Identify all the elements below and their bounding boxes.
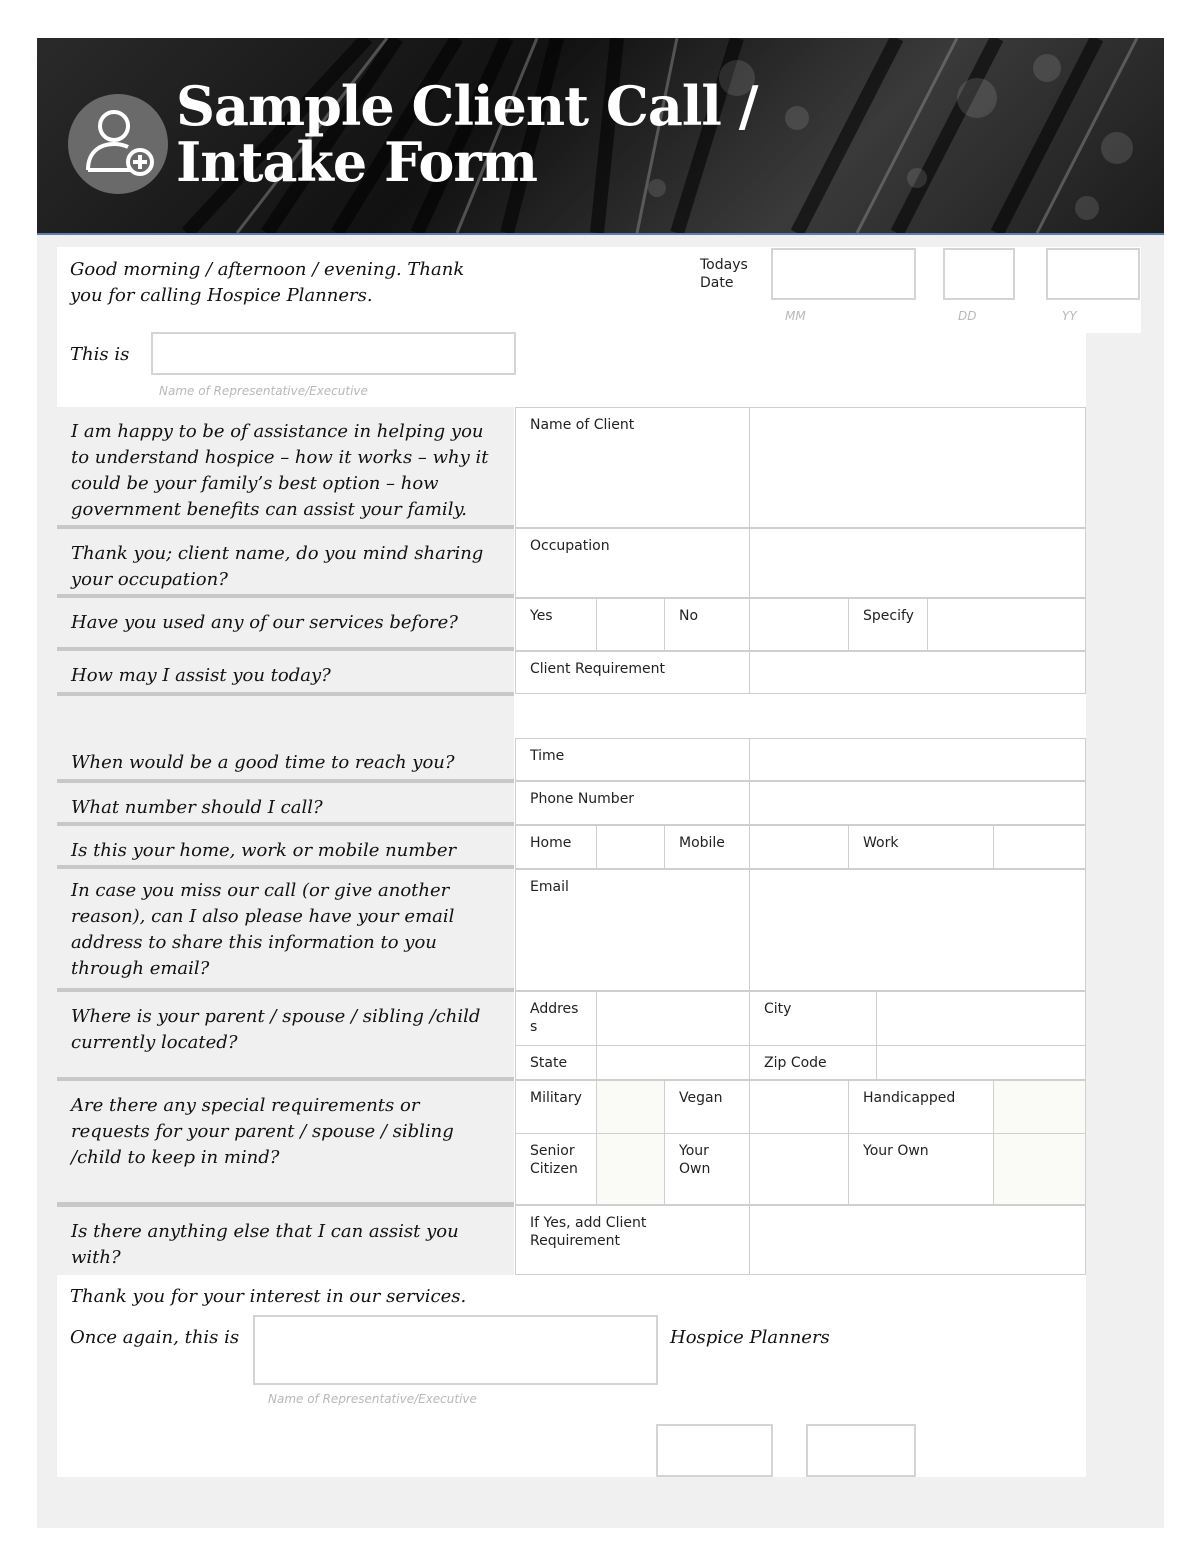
home-field[interactable] [596, 825, 665, 869]
senior-citizen-field[interactable] [596, 1133, 665, 1205]
once-again-label: Once again, this is [70, 1327, 240, 1348]
client-requirement-label: Client Requirement [515, 651, 750, 694]
military-label: Military [515, 1080, 597, 1134]
question-assist: How may I assist you today? [57, 651, 514, 696]
bottom-field-2[interactable] [806, 1424, 916, 1477]
year-hint: YY [1062, 309, 1077, 323]
question-special-requirements: Are there any special requirements or requests for your parent / spouse / sibling /child to keep in mind? [57, 1081, 514, 1207]
page-title [176, 74, 758, 194]
question-number-type: Is this your home, work or mobile number [57, 826, 514, 869]
representative-hint: Name of Representative/Executive [159, 384, 368, 398]
question-occupation: Thank you; client name, do you mind sharing your occupation? [57, 529, 514, 598]
city-label: City [749, 991, 877, 1046]
month-hint: MM [785, 309, 806, 323]
spacer-band [57, 696, 514, 738]
representative-name-input[interactable] [151, 332, 516, 375]
your-own-field-2[interactable] [993, 1133, 1086, 1205]
email-label: Email [515, 869, 750, 991]
no-label: No [664, 598, 750, 651]
state-label: State [515, 1045, 597, 1080]
time-label: Time [515, 738, 750, 781]
todays-date-label: Todays Date [700, 257, 748, 291]
no-field[interactable] [749, 598, 849, 651]
title-line-1: Sample Client Call / [176, 74, 758, 138]
yes-label: Yes [515, 598, 597, 651]
closing-thanks: Thank you for your interest in our services. [70, 1286, 467, 1307]
date-year-input[interactable] [1046, 248, 1140, 300]
question-location: Where is your parent / spouse / sibling /child currently located? [57, 992, 514, 1081]
client-requirement-field[interactable] [749, 651, 1086, 694]
name-of-client-label: Name of Client [515, 407, 750, 528]
closing-representative-input[interactable] [253, 1315, 658, 1385]
add-client-requirement-field[interactable] [749, 1205, 1086, 1275]
question-email: In case you miss our call (or give another reason), can I also please have your email address to share this information to you through email? [57, 869, 514, 992]
date-month-input[interactable] [771, 248, 916, 300]
home-label: Home [515, 825, 597, 869]
work-field[interactable] [993, 825, 1086, 869]
state-field[interactable] [596, 1045, 750, 1080]
zip-code-field[interactable] [876, 1045, 1086, 1080]
specify-field[interactable] [927, 598, 1086, 651]
senior-citizen-label: Senior Citizen [515, 1133, 597, 1205]
day-hint: DD [958, 309, 977, 323]
yes-field[interactable] [596, 598, 665, 651]
closing-representative-hint: Name of Representative/Executive [268, 1392, 477, 1406]
your-own-field-1[interactable] [749, 1133, 849, 1205]
add-client-requirement-label: If Yes, add Client Requirement [515, 1205, 750, 1275]
phone-number-label: Phone Number [515, 781, 750, 825]
greeting-text: Good morning / afternoon / evening. Thank you for calling Hospice Planners. [70, 259, 465, 306]
address-field[interactable] [596, 991, 750, 1046]
add-user-icon [68, 94, 168, 194]
vegan-field[interactable] [749, 1080, 849, 1134]
occupation-label: Occupation [515, 528, 750, 598]
phone-number-field[interactable] [749, 781, 1086, 825]
this-is-label: This is [70, 344, 130, 365]
date-day-input[interactable] [943, 248, 1015, 300]
your-own-label-2: Your Own [848, 1133, 994, 1205]
military-field[interactable] [596, 1080, 665, 1134]
handicapped-label: Handicapped [848, 1080, 994, 1134]
zip-code-label: Zip Code [749, 1045, 877, 1080]
city-field[interactable] [876, 991, 1086, 1046]
mobile-field[interactable] [749, 825, 849, 869]
your-own-label-1: Your Own [664, 1133, 750, 1205]
work-label: Work [848, 825, 994, 869]
question-help: I am happy to be of assistance in helping you to understand hospice – how it works – why it could be your family’s best option – how government benefits can assist your family. [57, 407, 514, 529]
occupation-field[interactable] [749, 528, 1086, 598]
address-label: Address [515, 991, 597, 1046]
email-field[interactable] [749, 869, 1086, 991]
question-phone: What number should I call? [57, 783, 514, 826]
company-name: Hospice Planners [670, 1327, 830, 1348]
title-line-2: Intake Form [176, 130, 538, 194]
specify-label: Specify [848, 598, 928, 651]
bottom-field-1[interactable] [656, 1424, 773, 1477]
time-field[interactable] [749, 738, 1086, 781]
question-time: When would be a good time to reach you? [57, 738, 514, 783]
mobile-label: Mobile [664, 825, 750, 869]
question-used-services: Have you used any of our services before? [57, 598, 514, 651]
handicapped-field[interactable] [993, 1080, 1086, 1134]
name-of-client-field[interactable] [749, 407, 1086, 528]
question-anything-else: Is there anything else that I can assist you with? [57, 1207, 514, 1275]
vegan-label: Vegan [664, 1080, 750, 1134]
